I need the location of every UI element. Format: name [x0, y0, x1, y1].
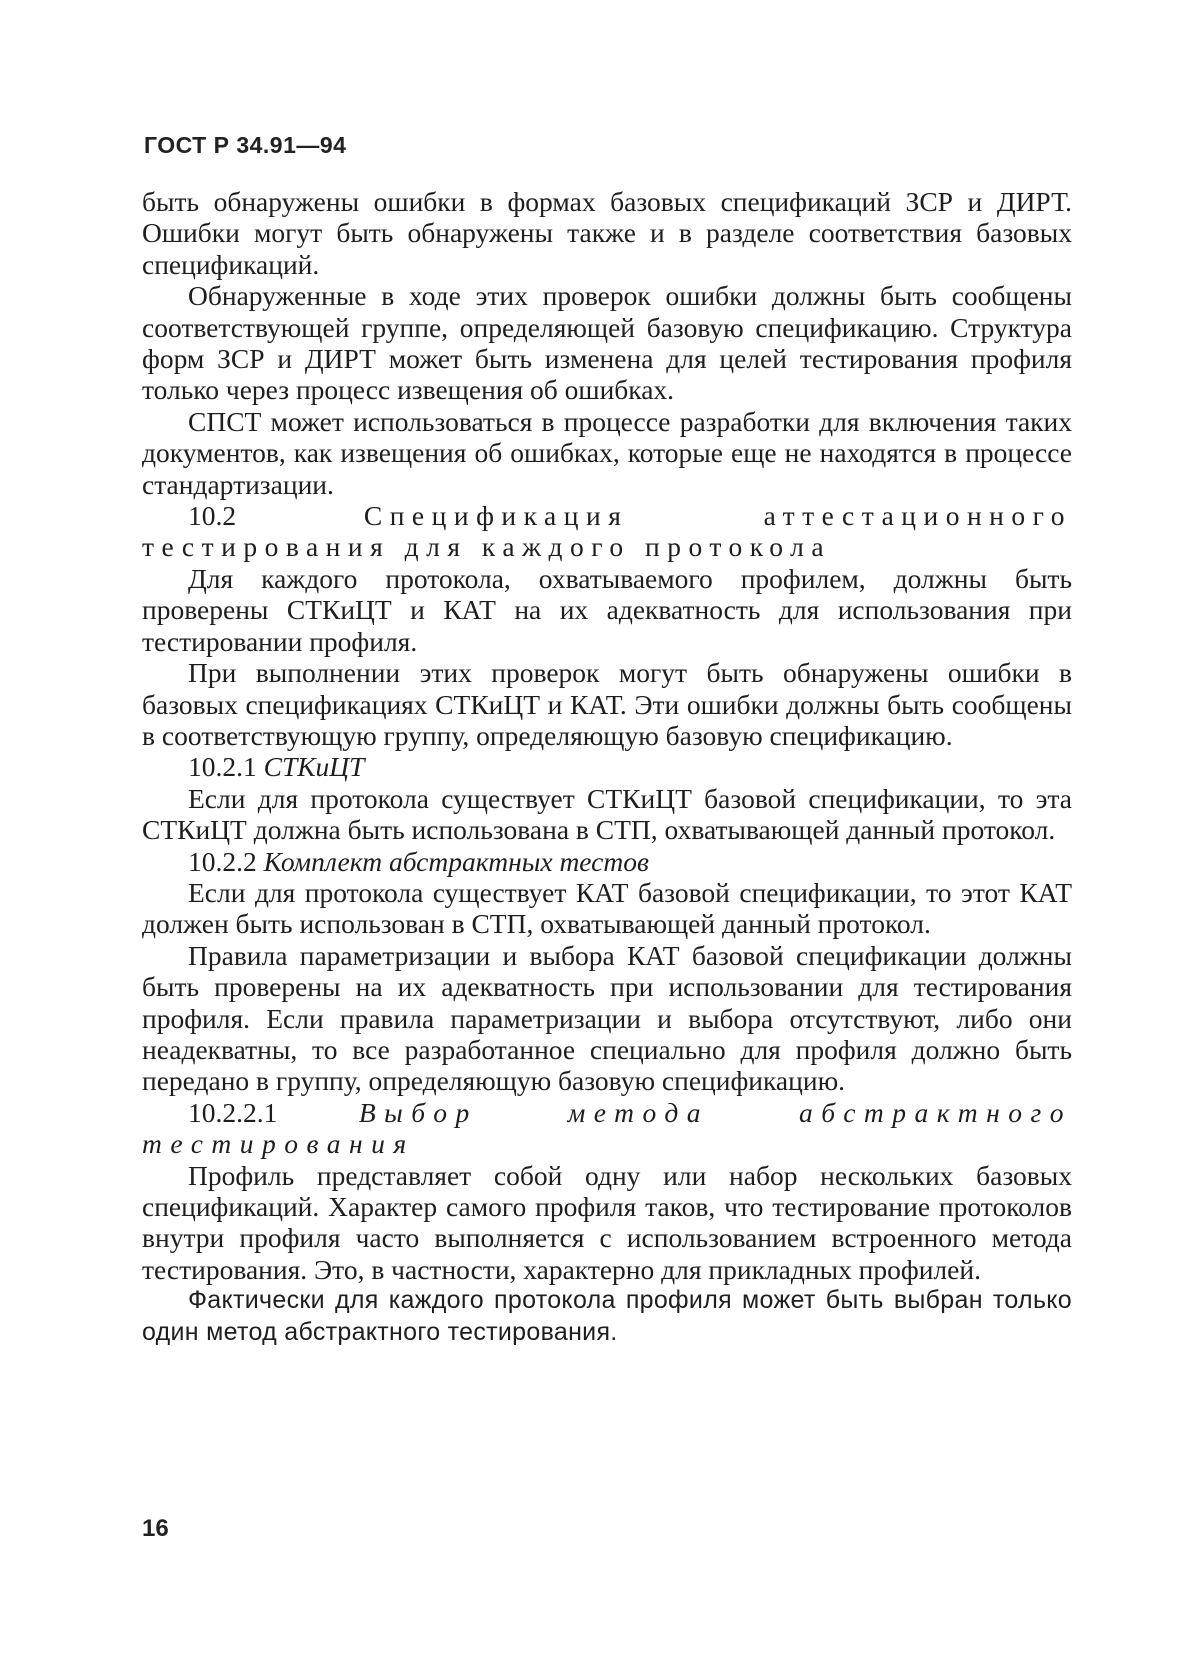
paragraph: Обнаруженные в ходе этих проверок ошибки должны быть сообщены соответствующей группе, определяющей базовую спецификацию. Структура форм ЗСР и ДИРТ может быть изменена для целей тестирования профиля только через процесс извещения об ошибках.	[142, 280, 1072, 406]
paragraph: При выполнении этих проверок могут быть обнаружены ошибки в базовых спецификациях СТКиЦТ и КАТ. Эти ошибки должны быть сообщены в соответствующую группу, определяющую базовую спецификацию.	[142, 657, 1072, 751]
section-title: Комплект абстрактных тестов	[263, 845, 649, 877]
paragraph-final: Фактически для каждого протокола профиля может быть выбран только один метод абстрактного тестирования.	[142, 1286, 1072, 1346]
section-heading-10-2-1	[142, 751, 1072, 782]
paragraph: Профиль представляет собой одну или набор нескольких базовых спецификаций. Характер самого профиля таков, что тестирование протоколов внутри профиля часто выполняется с использованием встроенного метода тестирования. Это, в частности, характерно для прикладных профилей.	[142, 1159, 1072, 1285]
paragraph-continuation: быть обнаружены ошибки в формах базовых спецификаций ЗСР и ДИРТ. Ошибки могут быть обнаружены также и в разделе соответствия базовых спецификаций.	[142, 186, 1072, 280]
section-number: 10.2	[188, 500, 237, 532]
document-body	[142, 186, 1072, 1348]
section-title: Выбор метода абстрактного тестирования	[142, 1096, 1072, 1160]
section-heading-10-2	[142, 500, 1072, 563]
section-number: 10.2.1	[188, 751, 257, 783]
document-header: ГОСТ Р 34.91—94	[144, 132, 347, 158]
section-heading-10-2-2	[142, 846, 1072, 877]
page-number: 16	[142, 1515, 169, 1542]
paragraph: Если для протокола существует СТКиЦТ базовой спецификации, то эта СТКиЦТ должна быть использована в СТП, охватывающей данный протокол.	[142, 782, 1072, 846]
section-number: 10.2.2	[188, 845, 257, 877]
paragraph: СПСТ может использоваться в процессе разработки для включения таких документов, как извещения об ошибках, которые еще не находятся в процессе стандартизации.	[142, 405, 1072, 500]
section-title: СТКиЦТ	[263, 751, 365, 783]
section-title: Спецификация аттестационного тестирования для каждого протокола	[142, 500, 1072, 563]
paragraph: Для каждого протокола, охватываемого профилем, должны быть проверены СТКиЦТ и КАТ на их адекватность для использования при тестировании профиля.	[142, 562, 1072, 657]
paragraph: Если для протокола существует КАТ базовой спецификации, то этот КАТ должен быть использован в СТП, охватывающей данный протокол.	[142, 876, 1072, 940]
section-heading-10-2-2-1	[142, 1097, 1072, 1160]
section-number: 10.2.2.1	[188, 1096, 278, 1128]
paragraph: Правила параметризации и выбора КАТ базовой спецификации должны быть проверены на их адекватность при использовании для тестирования профиля. Если правила параметризации и выбора отсутствуют, либо они неадекватны, то все разработанное специально для профиля должно быть передано в группу, определяющую базовую спецификацию.	[142, 939, 1072, 1097]
